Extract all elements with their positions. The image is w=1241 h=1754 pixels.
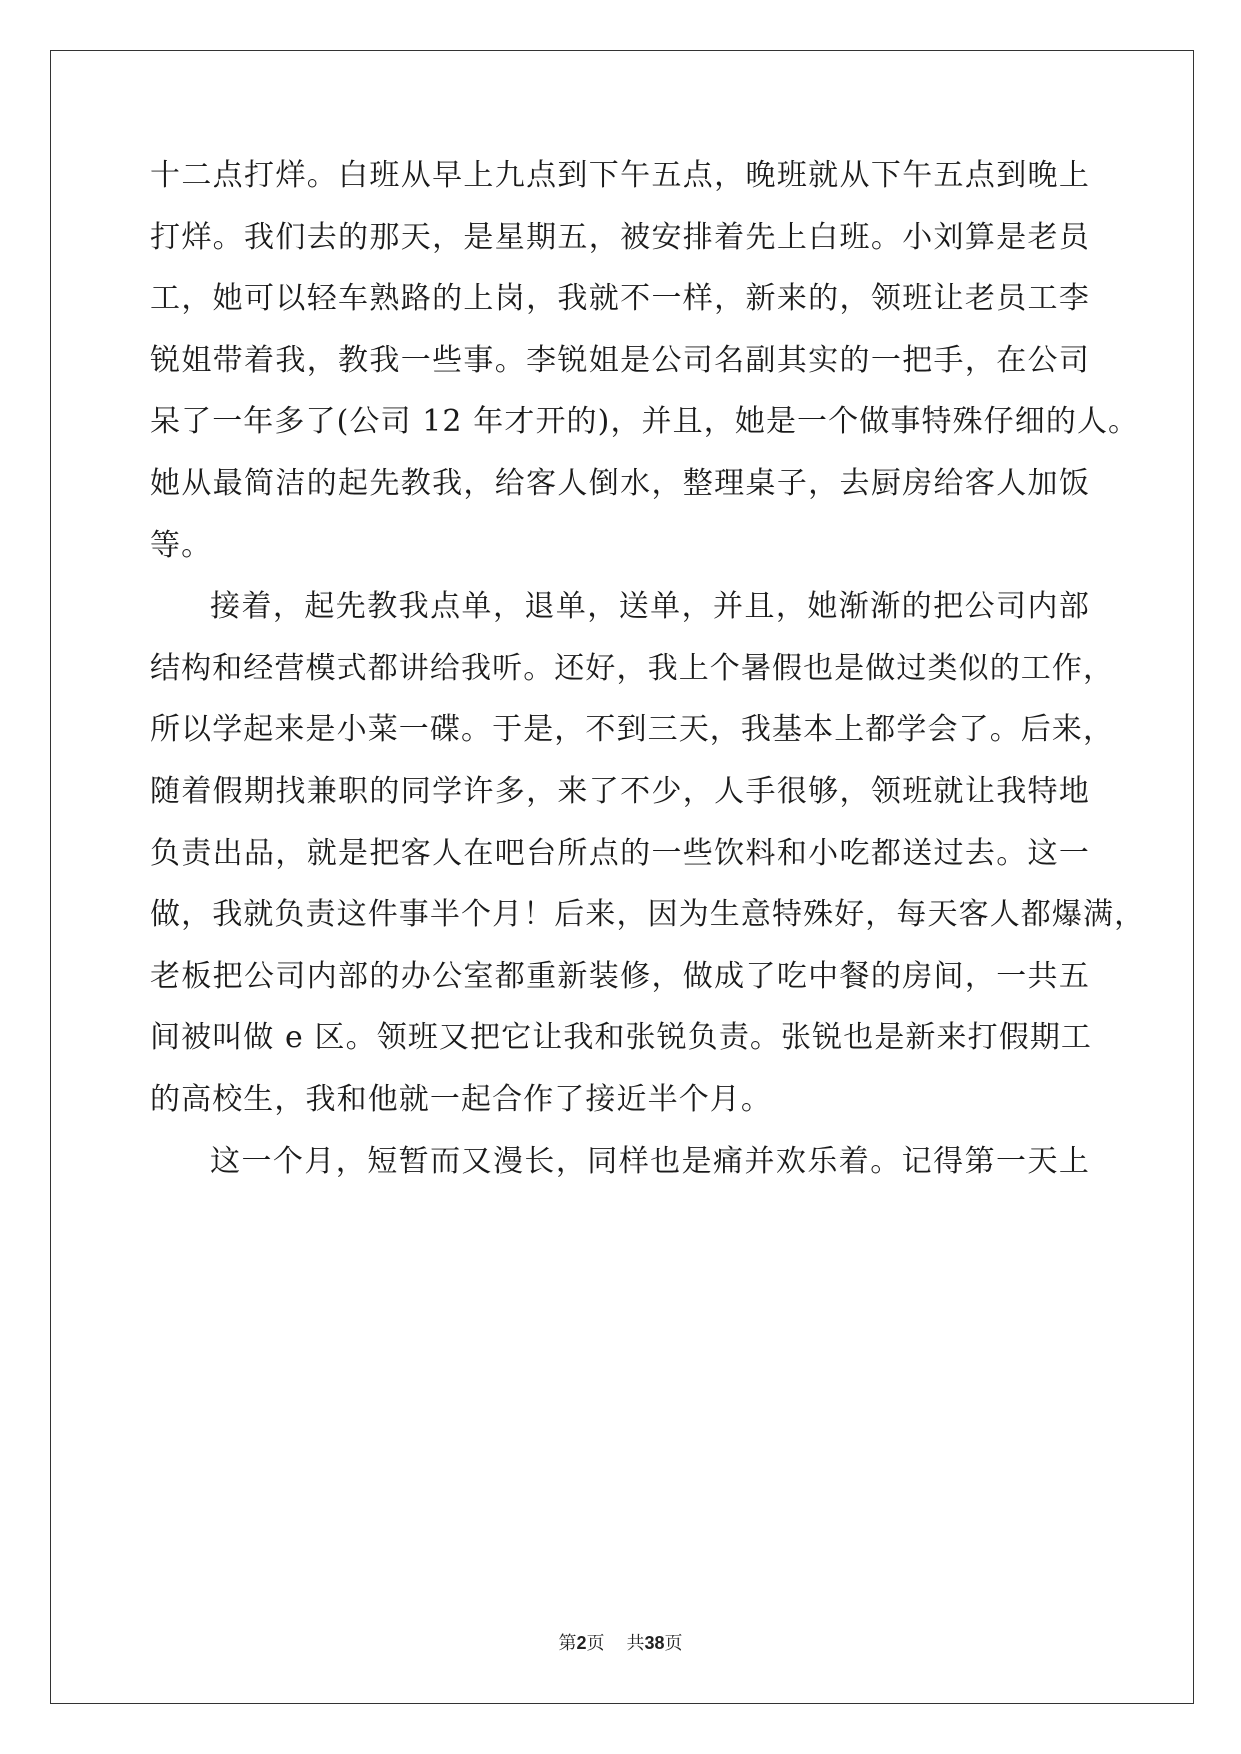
document-body	[150, 158, 1146, 1207]
text-line: 间被叫做 e 区。领班又把它让我和张锐负责。张锐也是新来打假期工	[150, 1020, 1093, 1056]
footer-total-suffix: 页	[664, 1633, 683, 1654]
text-line: 她从最简洁的起先教我，给客人倒水，整理桌子，去厨房给客人加饭	[150, 465, 1090, 501]
text-line: 等。	[150, 527, 213, 563]
text-line: 的高校生，我和他就一起合作了接近半个月。	[150, 1081, 772, 1117]
text-line: 呆了一年多了(公司 12 年才开的)，并且，她是一个做事特殊仔细的人。	[150, 404, 1140, 440]
text-line: 负责出品，就是把客人在吧台所点的一些饮料和小吃都送过去。这一	[150, 835, 1090, 871]
text-line: 老板把公司内部的办公室都重新装修，做成了吃中餐的房间，一共五	[150, 958, 1090, 994]
footer-prefix: 第	[558, 1633, 577, 1654]
text-line: 工，她可以轻车熟路的上岗，我就不一样，新来的，领班让老员工李	[150, 281, 1090, 317]
footer-page-suffix: 页	[586, 1633, 605, 1654]
text-line: 十二点打烊。白班从早上九点到下午五点，晚班就从下午五点到晚上	[150, 158, 1090, 193]
text-line: 结构和经营模式都讲给我听。还好，我上个暑假也是做过类似的工作，	[150, 650, 1115, 686]
page-number: 2	[576, 1633, 587, 1653]
page-footer	[0, 1633, 1241, 1654]
text-line: 锐姐带着我，教我一些事。李锐姐是公司名副其实的一把手，在公司	[150, 342, 1090, 378]
footer-total-prefix: 共	[626, 1633, 645, 1654]
total-pages: 38	[644, 1633, 665, 1653]
text-line-indented: 这一个月，短暂而又漫长，同样也是痛并欢乐着。记得第一天上	[210, 1143, 1090, 1179]
text-line: 所以学起来是小菜一碟。于是，不到三天，我基本上都学会了。后来，	[150, 712, 1115, 748]
text-line: 随着假期找兼职的同学许多，来了不少，人手很够，领班就让我特地	[150, 773, 1090, 809]
text-line-indented: 接着，起先教我点单，退单，送单，并且，她渐渐的把公司内部	[210, 589, 1090, 625]
text-line: 做，我就负责这件事半个月！后来，因为生意特殊好，每天客人都爆满，	[150, 897, 1146, 933]
text-line: 打烊。我们去的那天，是星期五，被安排着先上白班。小刘算是老员	[150, 219, 1090, 255]
